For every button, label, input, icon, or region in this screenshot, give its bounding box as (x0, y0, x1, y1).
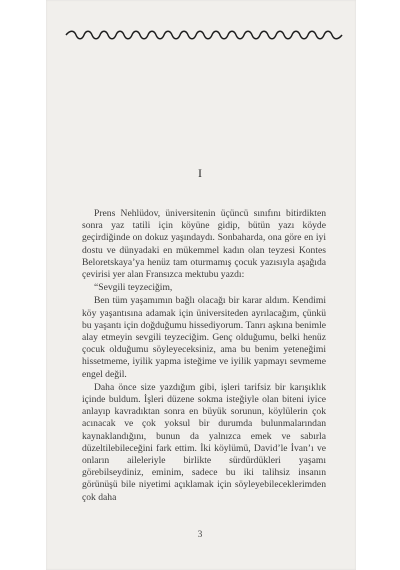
page-number: 3 (197, 530, 203, 540)
chapter-heading: I (198, 166, 202, 180)
paragraph-4: Daha önce size yazdığım gibi, işleri tarifsiz bir karışıklık içinde buldum. İşleri düzene sokma isteğiyle olan biteni iyice anlayıp kavradıktan sonra en büyük sorunun, köylülerin çok acınacak ve çok yoksul bir durumda bulunmalarından kaynaklandığını, bunun da yalnızca emek ve sabırla düzeltilebileceğini fark ettim. İki köylümü, David’le İvan’ı ve onların aileleriyle birlikte sürdürdükleri yaşamı görebilseydiniz, eminim, sadece bu iki talihsiz insanın görünüşü bile niyetimi açıklamak için söyleyebileceklerimden çok daha (82, 381, 326, 503)
paragraph-3: Ben tüm yaşamımın bağlı olacağı bir karar aldım. Kendimi köy yaşantısına adamak için üniversiteden ayrılacağım, çünkü bu yaşantı için doğduğumu hissediyorum. Tanrı aşkına benimle alay etmeyin sevgili teyzeciğim. Genç olduğumu, belki henüz çocuk olduğumu söyleyeceksiniz, ama bu benim yeteneğimi hissetmeme, iyilik yapma isteğime ve iyilik yapmayı sevmeme engel değil. (82, 295, 326, 380)
paragraph-1: Prens Nehlüdov, üniversitenin üçüncü sınıfını bitirdikten sonra yaz tatili için köyüne gidip, bütün yazı köyde geçirdiğinde on dokuz yaşındaydı. Sonbaharda, ona göre en iyi dostu ve dünyadaki en mükemmel kadın olan teyzesi Kontes Beloretskaya’ya henüz tam oturmamış çocuk yazısıyla aşağıda çevirisi yer alan Fransızca mektubu yazdı: (82, 208, 326, 281)
decorative-border-ornament (64, 29, 344, 41)
body-text (82, 208, 326, 504)
paragraph-2: “Sevgili teyzeciğim, (94, 282, 173, 294)
